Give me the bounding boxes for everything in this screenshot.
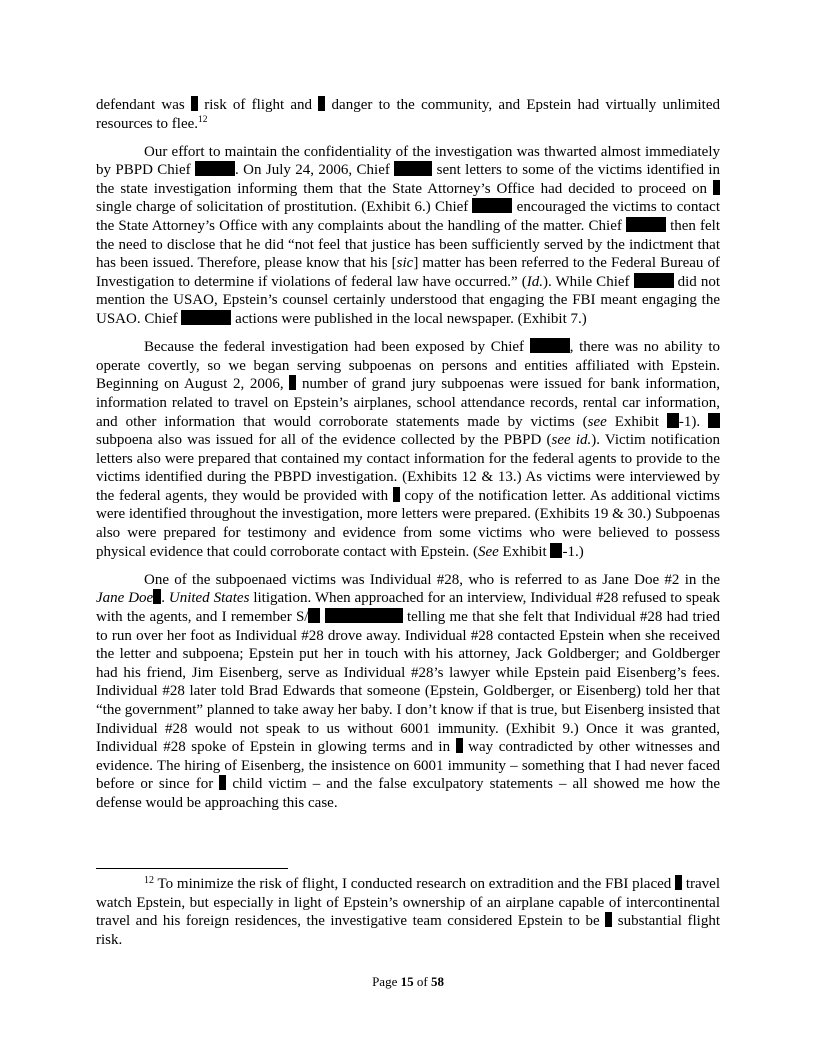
text-run: Our effort to maintain the confidentiality of the investigation was thwarted almost immediately by PBPD Chief xyxy=(96,143,720,179)
redaction-box xyxy=(667,413,679,428)
text-run: actions were published in the local newspaper. (Exhibit 7.) xyxy=(231,311,587,328)
text-run: risk of flight and xyxy=(197,97,319,113)
redaction-box xyxy=(181,310,231,325)
text-run: substantial flight risk. xyxy=(96,913,720,948)
text-run: One of the subpoenaed victims was Individual #28, who is referred to as Jane Doe #2 in the xyxy=(144,571,720,588)
text-run: ). Victim notification letters also were prepared that contained my contact information for the federal agents to provide to the victims identified during the PBPD investigation. (Exhibits 12 & 13.) As victims were interviewed by the federal agents, they would be provided with xyxy=(96,432,720,504)
italic-text: sic xyxy=(396,255,414,272)
page-footer xyxy=(0,974,816,990)
redaction-box xyxy=(191,96,198,111)
text-run: . xyxy=(161,590,169,607)
text-run: Exhibit xyxy=(606,413,667,430)
text-run: ] matter has been referred to the Federal Bureau of Investigation to determine if violations of federal law have occurred.” ( xyxy=(96,255,720,290)
citation-id: Id. xyxy=(526,273,543,290)
footnote-separator xyxy=(96,868,288,869)
page-label: Page xyxy=(372,974,401,989)
text-run: way contradicted by other witnesses and evidence. The hiring of Eisenberg, the insistence on 6001 immunity – something that I had never faced before or since for xyxy=(96,739,721,793)
text-run: did not mention the USAO, Epstein’s counsel certainly understood that engaging the FBI meant engaging the USAO. Chief xyxy=(96,273,720,328)
text-run: single charge of solicitation of prostitution. (Exhibit 6.) Chief xyxy=(96,199,473,216)
redaction-box xyxy=(472,198,512,213)
footnote-12 xyxy=(96,875,720,949)
redaction-box xyxy=(153,589,161,604)
redaction-box xyxy=(550,543,562,558)
redaction-box xyxy=(308,608,320,623)
page-number: 15 xyxy=(400,974,414,989)
redaction-box xyxy=(530,338,570,353)
redaction-box xyxy=(675,875,682,890)
redaction-box xyxy=(456,738,463,753)
footnote-reference[interactable]: 12 xyxy=(198,114,208,125)
of-label: of xyxy=(413,974,431,989)
case-name-text: United States xyxy=(168,590,250,607)
text-run: To minimize the risk of flight, I conducted research on extradition and the FBI placed xyxy=(154,876,676,892)
text-run: -1.) xyxy=(562,543,584,560)
total-pages: 58 xyxy=(430,974,444,989)
case-name-text: Jane Doe xyxy=(96,590,154,607)
text-run: sent letters to some of the victims identified in the state investigation informing them that the State Attorney’s Office had decided to proceed on xyxy=(96,162,720,197)
redaction-box xyxy=(393,487,400,502)
text-run: then felt the need to disclose that he did “not feel that justice has been sufficiently served by the indictment that has been issued. Therefore, please know that his [ xyxy=(96,218,720,272)
paragraph-2 xyxy=(96,143,720,329)
text-run: child victim – and the false exculpatory statements – all showed me how the defense would be approaching this case. xyxy=(96,776,720,811)
redaction-box xyxy=(394,161,432,176)
text-run: -1). xyxy=(678,413,708,430)
text-run: ). While Chief xyxy=(542,273,634,290)
text-run: encouraged the victims to contact the State Attorney’s Office with any complaints about the handling of the matter. Chief xyxy=(96,199,720,235)
redaction-box xyxy=(195,161,235,176)
text-run: telling me that she felt that Individual #28 had tried to run over her foot as Individual #28 drove away. Individual #28 contacted Epstein when she received the letter and subpoena; Epstein put her in touch with his attorney, Jack Goldberger; and Goldberger had his friend, Jim Eisenberg, serve as Individual #28’s lawyer while Epstein paid Eisenberg’s fees. Individual #28 later told Brad Edwards that someone (Epstein, Goldberger, or Eisenberg) told her that “the government” planned to take away her baby. I don’t know if that is true, but Eisenberg insisted that Individual #28 would not speak to us without 6001 immunity. (Exhibit 9.) Once it was granted, Individual #28 spoke of Epstein in glowing terms and in xyxy=(96,608,721,756)
footnote-number: 12 xyxy=(144,875,154,886)
italic-text: see xyxy=(587,413,607,430)
text-run: number of grand jury subpoenas were issued for bank information, information related to travel on Epstein’s airplanes, school attendance records, rental car information, and other information that would corroborate statements made by victims ( xyxy=(96,376,720,430)
text-run: Exhibit xyxy=(498,543,551,560)
document-body xyxy=(96,96,720,822)
redaction-box xyxy=(708,413,720,428)
redaction-box xyxy=(626,217,666,232)
text-run: copy of the notification letter. As additional victims were identified throughout the investigation, more letters were prepared. (Exhibits 19 & 30.) Subpoenas also were prepared for testimony and evidence from some victims who were believed to possess physical evidence that could corroborate contact with Epstein. ( xyxy=(96,487,721,560)
italic-text: See xyxy=(477,543,499,560)
paragraph-3 xyxy=(96,338,720,561)
text-run: danger to the community, and Epstein had virtually unlimited resources to flee. xyxy=(96,97,720,132)
text-run: litigation. When approached for an interview, Individual #28 refused to speak with the agents, and I remember S/ xyxy=(96,590,721,625)
paragraph-1 xyxy=(96,96,720,133)
redaction-box xyxy=(634,273,674,288)
text-run: , there was no ability to operate covertly, so we began serving subpoenas on persons and entities affiliated with Epstein. Beginning on August 2, 2006, xyxy=(96,339,720,393)
text-run: defendant was xyxy=(96,97,191,113)
redaction-box xyxy=(713,180,720,195)
paragraph-4 xyxy=(96,571,720,813)
text-run: subpoena also was issued for all of the evidence collected by the PBPD ( xyxy=(96,432,552,449)
redaction-box xyxy=(325,608,403,623)
text-run: . On July 24, 2006, Chief xyxy=(235,162,395,179)
text-run: travel watch Epstein, but especially in light of Epstein’s ownership of an airplane capable of intercontinental travel and his foreign residences, the investigative team considered Epstein to be xyxy=(96,876,720,930)
text-run: Because the federal investigation had been exposed by Chief xyxy=(144,339,530,356)
citation-see-id: see id. xyxy=(551,432,592,449)
